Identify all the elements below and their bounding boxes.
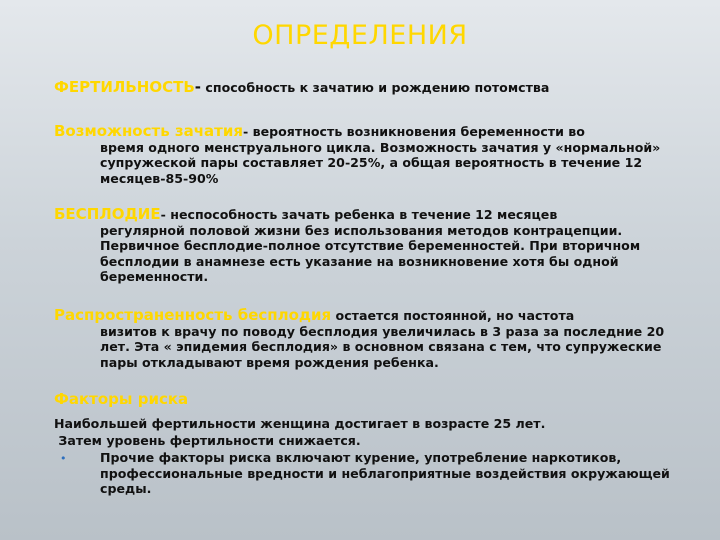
term-prevalence: Распространенность бесплодия — [54, 306, 332, 324]
term-fertility: ФЕРТИЛЬНОСТЬ — [54, 78, 195, 96]
risk-factors-heading-block — [54, 392, 674, 408]
definition-infertility-lead — [54, 207, 557, 222]
infertility-definition-body: регулярной половой жизни без использования методов контрацепции. Первичное бесплодие-полное отсутствие беременностей. При вторичном бесплодии в анамнезе есть указание на возникновение хотя бы одной беременности. — [100, 222, 641, 284]
term-separator: - — [160, 207, 166, 222]
fertility-definition-text: способность к зачатию и рождению потомства — [201, 80, 550, 95]
risk-line-2: Затем уровень фертильности снижается. — [54, 433, 361, 448]
prevalence-definition-body: визитов к врачу по поводу бесплодия увеличилась в 3 раза за последние 20 лет. Эта « эпидемия бесплодия» в основном связана с тем, что супружеские пары откладывают время рождения ребенка. — [100, 323, 665, 370]
term-separator: - — [194, 78, 202, 96]
definition-fertility-lead — [54, 80, 549, 95]
definition-prevalence — [54, 308, 674, 370]
conception-definition-body: время одного менструального цикла. Возможность зачатия у «нормальной» супружеской пары составляет 20-25%, а общая вероятность в течение 12 месяцев-85-90% — [100, 139, 661, 186]
prevalence-definition-lead: остается постоянной, но частота — [331, 308, 575, 323]
definition-infertility — [54, 207, 674, 285]
definition-conception — [54, 124, 674, 186]
infertility-definition-lead: неспособность зачать ребенка в течение 12 месяцев — [165, 207, 558, 222]
bullet-icon: • — [60, 452, 67, 465]
term-separator: - — [243, 124, 249, 139]
definition-fertility — [54, 80, 674, 96]
risk-line-1: Наибольшей фертильности женщина достигает в возрасте 25 лет. — [54, 416, 546, 431]
definition-prevalence-lead — [54, 308, 574, 323]
term-conception: Возможность зачатия — [54, 122, 244, 140]
term-risk-factors: Факторы риска — [54, 390, 189, 408]
conception-definition-lead: вероятность возникновения беременности во — [248, 124, 585, 139]
slide-title: ОПРЕДЕЛЕНИЯ — [252, 20, 468, 51]
definition-conception-lead — [54, 124, 585, 139]
term-infertility: БЕСПЛОДИЕ — [54, 205, 161, 223]
risk-bullet-text: Прочие факторы риска включают курение, употребление наркотиков, профессиональные вредности и неблагоприятные воздействия окружающей среды. — [100, 450, 670, 496]
